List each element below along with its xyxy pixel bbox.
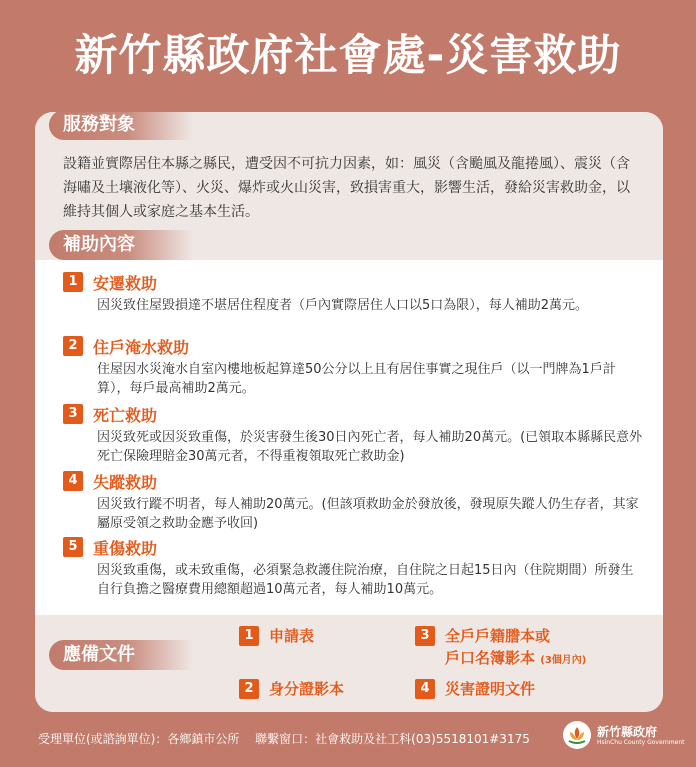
document-item-1 [239,625,314,647]
document-item-3 [415,625,586,672]
service-text: 設籍並實際居住本縣之縣民，遭受因不可抗力因素，如：風災（含颱風及龍捲風）、震災（含海嘯及土壤液化等）、火災、爆炸或火山災害，致損害重大，影響生活，發給災害救助金，以維持其個人或家庭之基本生活。 [63,156,630,220]
service-heading: 服務對象 [49,112,193,140]
logo-text: 新竹縣政府 [597,724,658,739]
assist-item-2 [63,334,643,398]
document-label: 身分證影本 [269,680,345,698]
document-label-line1: 全戶戶籍謄本或 [445,627,551,645]
logo-subtext: HsinChu County Government [597,738,685,746]
government-logo [563,721,685,749]
document-label: 災害證明文件 [445,680,536,698]
documents-heading: 應備文件 [49,640,193,670]
number-badge: 2 [63,336,83,356]
document-item-4 [415,678,535,700]
document-label-line2: 戶口名簿影本 [445,649,536,667]
page-title: 新竹縣政府社會處-災害救助 [74,31,622,81]
assist-item-title: 住戶淹水救助 [93,337,190,357]
assist-heading: 補助內容 [49,230,193,260]
number-badge: 2 [239,679,259,699]
number-badge: 4 [63,471,83,491]
number-badge: 3 [415,626,435,646]
assist-item-desc: 因災致死或因災致重傷，於災害發生後30日內死亡者，每人補助20萬元。(已領取本縣縣民意外死亡保險理賠金30萬元者，不得重複領取死亡救助金) [97,430,643,464]
footer-contact: 受理單位(或諮詢單位)：各鄉鎮市公所 聯繫窗口：社會救助及社工科(03)5518101#3175 [38,732,530,746]
assist-item-title: 重傷救助 [93,538,158,558]
number-badge: 4 [415,679,435,699]
number-badge: 1 [239,626,259,646]
assist-item-5 [63,535,643,599]
assist-item-desc: 因災致重傷，或未致重傷，必須緊急救護住院治療，自住院之日起15日內（住院期間）所發生自行負擔之醫療費用總額超過10萬元者，每人補助10萬元。 [97,563,634,597]
assist-item-desc: 因災致行蹤不明者，每人補助20萬元。(但該項救助金於發放後，發現原失蹤人仍生存者，其家屬原受領之救助金應予收回) [97,497,639,531]
document-note: (3個月內) [540,655,587,666]
document-label: 申請表 [269,627,315,645]
number-badge: 1 [63,272,83,292]
info-card [35,112,663,712]
assist-item-title: 死亡救助 [93,405,158,425]
assist-item-3 [63,402,643,466]
number-badge: 3 [63,404,83,424]
assist-item-title: 安遷救助 [93,273,158,293]
lotus-icon [563,721,591,749]
assist-item-desc: 因災致住屋毀損達不堪居住程度者（戶內實際居住人口以5口為限），每人補助2萬元。 [97,298,589,313]
assist-item-4 [63,469,643,533]
assist-item-desc: 住屋因水災淹水自室內樓地板起算達50公分以上且有居住事實之現住戶（以一門牌為1戶計算），每戶最高補助2萬元。 [97,362,616,396]
document-item-2 [239,678,344,700]
assist-item-1 [63,270,643,315]
assist-item-title: 失蹤救助 [93,472,158,492]
number-badge: 5 [63,537,83,557]
